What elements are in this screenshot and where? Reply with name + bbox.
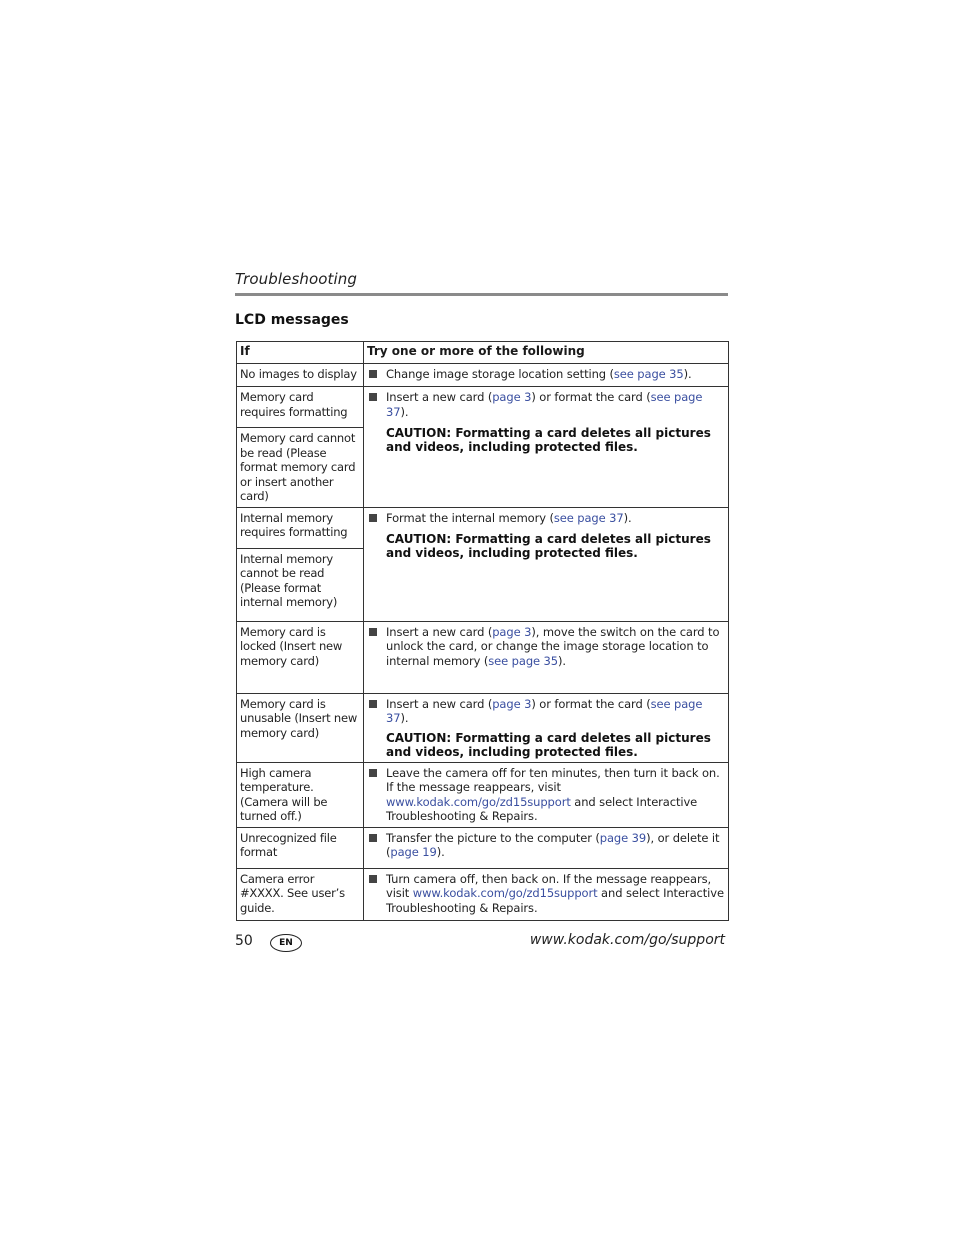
bullet-square-icon xyxy=(369,514,377,522)
table-row xyxy=(237,827,729,868)
condition-cell: Memory card cannot be read (Please format memory card or insert another card) xyxy=(237,428,364,508)
solution-cell xyxy=(364,387,729,508)
column-header-if: If xyxy=(237,342,364,364)
table-row xyxy=(237,621,729,693)
page-link[interactable]: page 3 xyxy=(492,696,532,711)
condition-cell: Internal memory requires formatting xyxy=(237,507,364,548)
bullet-square-icon xyxy=(369,875,377,883)
page-link[interactable]: see page 35 xyxy=(613,367,684,381)
condition-cell: Camera error #XXXX. See user’s guide. xyxy=(237,868,364,920)
page-link[interactable]: page 3 xyxy=(492,624,532,639)
page-link[interactable]: page 19 xyxy=(390,845,437,859)
solution-cell xyxy=(364,507,729,621)
solution-cell xyxy=(364,868,729,920)
solution-cell xyxy=(364,693,729,762)
list-item: Insert a new card (page 3) or format the card (see page 37). xyxy=(367,390,726,419)
caution-note: CAUTION: Formatting a card deletes all pictures and videos, including protected files. xyxy=(386,532,711,560)
page-link[interactable]: see page 37 xyxy=(386,390,703,419)
table-row xyxy=(237,762,729,827)
solution-cell xyxy=(364,621,729,693)
support-link[interactable]: www.kodak.com/go/zd15support xyxy=(386,794,571,809)
condition-cell: Memory card is unusable (Insert new memory card) xyxy=(237,693,364,762)
solution-cell xyxy=(364,762,729,827)
caution-note: CAUTION: Formatting a card deletes all pictures and videos, including protected files. xyxy=(386,730,711,759)
page-number: 50 xyxy=(235,933,253,949)
column-header-try: Try one or more of the following xyxy=(364,342,729,364)
condition-cell: No images to display xyxy=(237,364,364,387)
table-row xyxy=(237,507,729,548)
list-item: Turn camera off, then back on. If the message reappears, visit www.kodak.com/go/zd15support and select Interactive Troubleshooting & Repairs. xyxy=(367,872,726,916)
footer-url: www.kodak.com/go/support xyxy=(529,932,725,948)
bullet-square-icon xyxy=(369,834,377,842)
page-link[interactable]: page 3 xyxy=(492,390,532,404)
solution-cell xyxy=(364,364,729,387)
table-title: LCD messages xyxy=(235,312,349,328)
page-link[interactable]: page 39 xyxy=(599,830,647,845)
table-row xyxy=(237,387,729,428)
condition-cell: Memory card is locked (Insert new memory card) xyxy=(237,621,364,693)
condition-cell: High camera temperature. (Camera will be turned off.) xyxy=(237,762,364,827)
bullet-square-icon xyxy=(369,628,377,636)
list-item: Leave the camera off for ten minutes, then turn it back on. If the message reappears, visit www.kodak.com/go/zd15support and select Interactive Troubleshooting & Repairs. xyxy=(367,766,726,824)
solution-cell xyxy=(364,827,729,868)
table-row xyxy=(237,868,729,920)
list-item: Format the internal memory (see page 37). xyxy=(367,511,726,526)
section-header: Troubleshooting xyxy=(235,270,358,288)
support-link[interactable]: www.kodak.com/go/zd15support xyxy=(412,886,598,900)
table-header-row xyxy=(237,342,729,364)
condition-cell: Internal memory cannot be read (Please format internal memory) xyxy=(237,548,364,621)
lcd-messages-table xyxy=(236,341,729,921)
bullet-square-icon xyxy=(369,769,377,777)
list-item: Insert a new card (page 3) or format the card (see page 37). xyxy=(367,697,726,726)
table-row xyxy=(237,693,729,762)
language-badge-icon: EN xyxy=(270,934,302,952)
page-link[interactable]: see page 37 xyxy=(553,510,624,525)
condition-cell: Unrecognized file format xyxy=(237,827,364,868)
bullet-square-icon xyxy=(369,370,377,378)
condition-cell: Memory card requires formatting xyxy=(237,387,364,428)
list-item: Insert a new card (page 3), move the switch on the card to unlock the card, or change the image storage location to internal memory (see page 35). xyxy=(367,625,726,669)
caution-note: CAUTION: Formatting a card deletes all pictures and videos, including protected files. xyxy=(386,426,711,454)
bullet-square-icon xyxy=(369,393,377,401)
list-item: Transfer the picture to the computer (page 39), or delete it (page 19). xyxy=(367,831,726,860)
bullet-square-icon xyxy=(369,700,377,708)
table-row xyxy=(237,364,729,387)
page-link[interactable]: see page 37 xyxy=(386,696,703,725)
list-item: Change image storage location setting (see page 35). xyxy=(367,367,726,382)
header-rule xyxy=(235,293,728,296)
page-link[interactable]: see page 35 xyxy=(488,653,558,668)
